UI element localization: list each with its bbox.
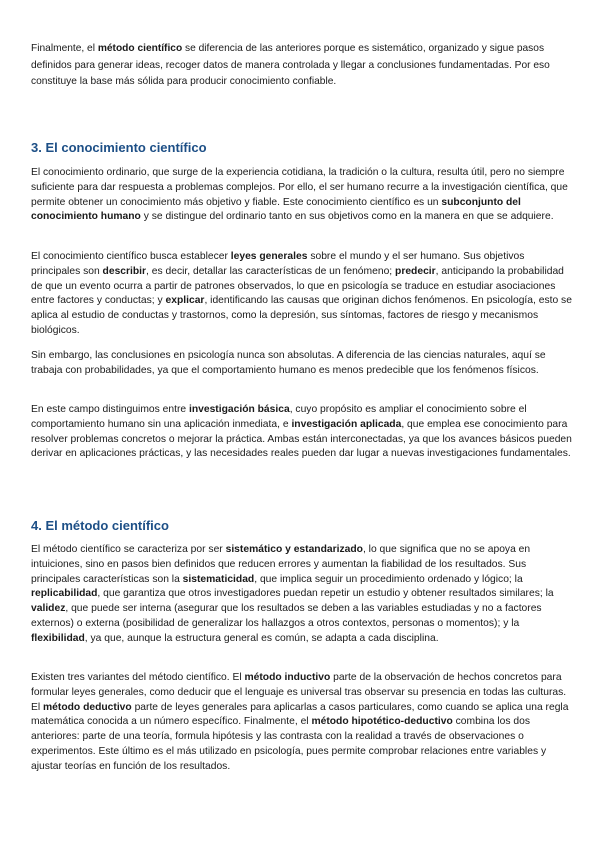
- text-run: Sin embargo, las conclusiones en psicología nunca son absolutas. A diferencia de las ciencias naturales, aquí se trabaja con probabilidades, ya que el comportamiento humano es menos predecible que los fenómenos físicos.: [31, 350, 546, 376]
- bold-term: método hipotético-deductivo: [311, 716, 453, 728]
- bold-term: describir: [102, 265, 147, 277]
- text-run: Existen tres variantes del método científico. El: [31, 672, 245, 683]
- bold-term: método deductivo: [43, 701, 132, 713]
- text-run: , que garantiza que otros investigadores puedan repetir un estudio y obtener resultados similares; la: [97, 588, 554, 600]
- bold-term: replicabilidad: [31, 588, 98, 600]
- bold-term: método científico: [97, 43, 183, 54]
- text-run: , es decir, detallar las características de un fenómeno;: [146, 265, 396, 277]
- section-3-paragraph-1: [31, 166, 576, 225]
- section-3-heading: 3. El conocimiento científico: [31, 140, 207, 155]
- bold-term: leyes generales: [230, 251, 308, 262]
- section-4-paragraph-2: [31, 671, 576, 775]
- text-run: , que emplea ese conocimiento para resolver problemas concretos o mejorar la práctica. Ambas están interconectadas, ya que los avances básicos pueden derivar en aplicaciones prácticas, y las necesidades reales pueden dar lugar a nuevas investigaciones fundamentales.: [31, 418, 572, 460]
- section-3-paragraph-2: [31, 250, 576, 339]
- text-run: , que implica seguir un procedimiento ordenado y lógico; la: [254, 573, 523, 585]
- section-4-heading: 4. El método científico: [31, 518, 169, 533]
- text-run: , que puede ser interna (asegurar que los resultados se deben a las variables estudiadas y no a factores externos) o externa (posibilidad de generalizar los hallazgos a otros contextos, personas o momentos); y la: [31, 603, 542, 629]
- bold-term: investigación básica: [188, 404, 290, 415]
- text-run: El método científico se caracteriza por ser: [31, 544, 226, 555]
- text-run: parte de la observación de hechos concretos para formular leyes generales, como deducir que el lenguaje es universal tras observar su presencia en todas las culturas. El: [31, 672, 567, 713]
- text-run: se diferencia de las anteriores porque es sistemático, organizado y sigue pasos definidos para generar ideas, recoger datos de manera controlada y llegar a conclusiones fundamentadas. Por eso constituye la base más sólida para producir conocimiento confiable.: [31, 43, 550, 87]
- text-run: Finalmente, el: [31, 43, 98, 54]
- bold-term: método inductivo: [244, 672, 331, 683]
- text-run: El conocimiento ordinario, que surge de la experiencia cotidiana, la tradición o la cultura, resulta útil, pero no siempre suficiente para dar respuesta a problemas complejos. Por ello, el ser humano recurre a la investigación científica, que permite obtener un conocimiento más objetivo y fiable. Este conocimiento científico es un: [31, 167, 568, 208]
- text-run: El conocimiento científico busca establecer: [31, 251, 231, 262]
- bold-term: subconjunto del conocimiento humano: [31, 196, 521, 223]
- text-run: parte de leyes generales para aplicarlas a casos particulares, como cuando se aplica una regla matemática conocida a un número específico. Finalmente, el: [31, 701, 569, 728]
- section-3-paragraph-3: [31, 349, 576, 379]
- bold-term: flexibilidad: [31, 632, 85, 644]
- intro-paragraph: [31, 41, 576, 91]
- bold-term: predecir: [395, 265, 436, 277]
- text-run: combina los dos anteriores: parte de una teoría, formula hipótesis y las contrasta con la realidad a través de observaciones o experimentos. Este último es el más utilizado en psicología, pues permite comprobar relaciones entre variables y ajustar teorías en función de los resultados.: [31, 716, 547, 772]
- bold-term: validez: [31, 603, 66, 615]
- bold-term: sistematicidad: [182, 573, 255, 585]
- section-4-paragraph-1: [31, 543, 576, 647]
- bold-term: explicar: [165, 295, 205, 307]
- text-run: , ya que, aunque la estructura general es común, se adapta a cada disciplina.: [84, 632, 439, 644]
- text-run: , lo que significa que no se apoya en intuiciones, sino en pasos bien definidos que reducen errores y aumentan la fiabilidad de los resultados. Sus principales características son la: [31, 544, 531, 585]
- text-run: sobre el mundo y el ser humano. Sus objetivos principales son: [31, 251, 525, 277]
- section-3-paragraph-4: [31, 403, 576, 462]
- text-run: , cuyo propósito es ampliar el conocimiento sobre el comportamiento humano sin una aplicación inmediata, e: [31, 404, 527, 430]
- text-run: y se distingue del ordinario tanto en sus objetivos como en la manera en que se adquiere.: [140, 211, 554, 223]
- text-run: , identificando las causas que originan dichos fenómenos. En psicología, esto se aplica al estudio de conductas y trastornos, como la depresión, sus síntomas, factores de riesgo y mecanismos biológicos.: [31, 295, 572, 336]
- text-run: , anticipando la probabilidad de que un evento ocurra a partir de patrones observados, lo que en psicología se traduce en estudiar asociaciones entre factores y conductas; y: [31, 265, 564, 307]
- text-run: En este campo distinguimos entre: [31, 404, 189, 415]
- bold-term: investigación aplicada: [291, 418, 402, 430]
- bold-term: sistemático y estandarizado: [225, 544, 363, 555]
